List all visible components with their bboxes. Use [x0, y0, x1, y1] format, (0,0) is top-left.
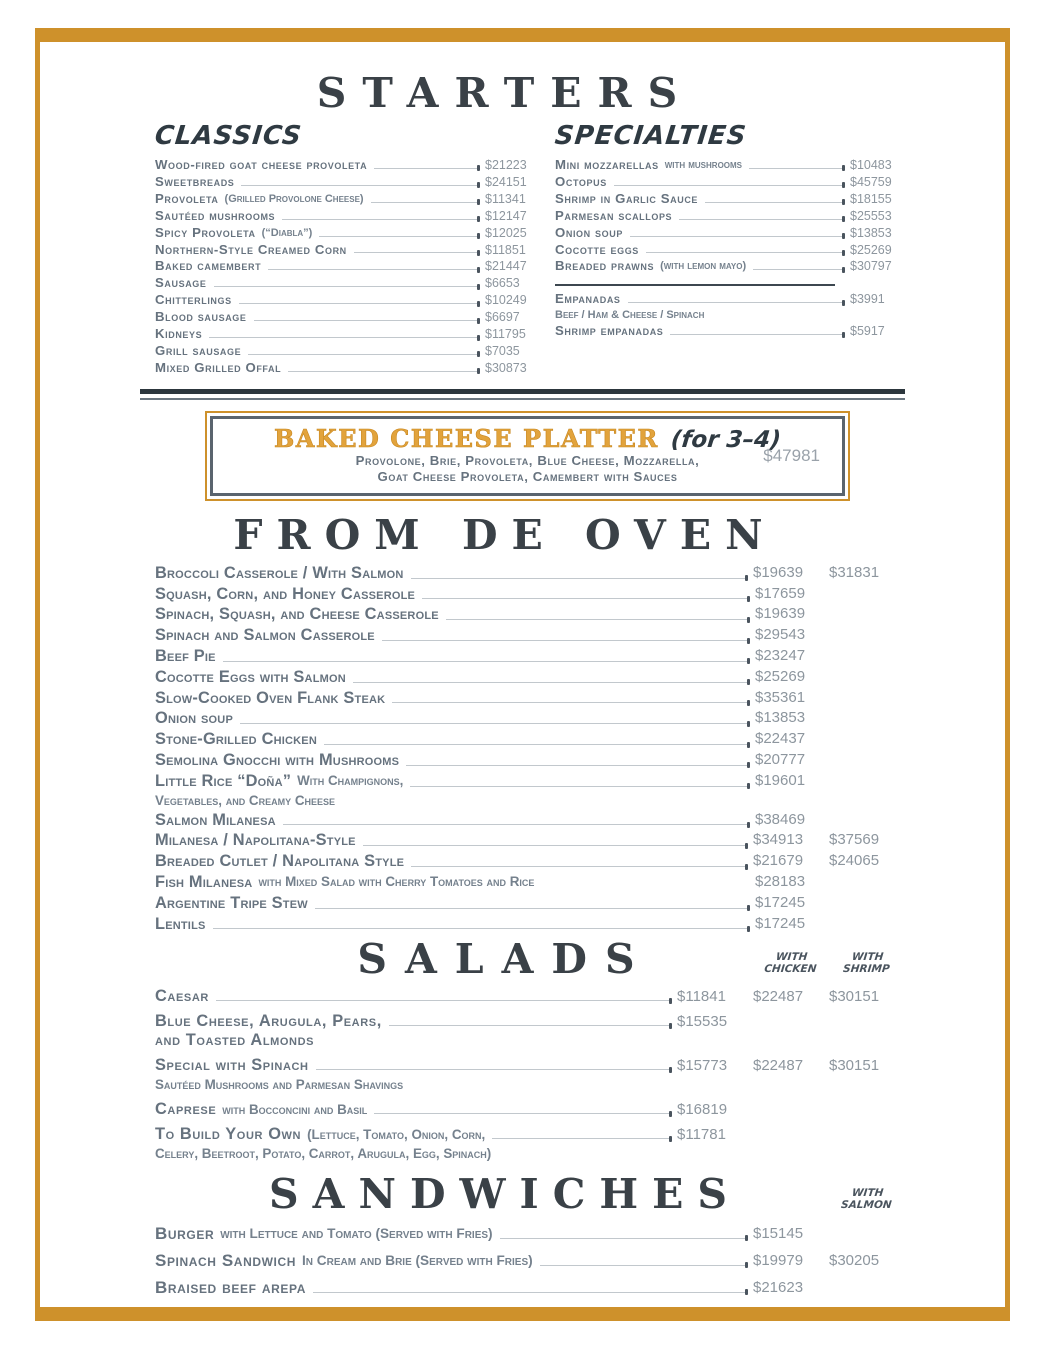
menu-item: [155, 771, 905, 792]
menu-item: [155, 326, 540, 343]
sandwiches-section: [155, 1170, 905, 1297]
leader-line: [239, 303, 478, 304]
item-name: Cocotte eggs: [555, 241, 639, 257]
price-group: [850, 208, 905, 225]
platter-box-inner: [210, 416, 845, 496]
classics-header: CLASSICS: [153, 121, 304, 152]
menu-content: [153, 69, 905, 1298]
menu-item: [155, 258, 540, 275]
item-name: Onion soup: [155, 709, 233, 728]
item-subtext: Beef / Ham & Cheese / Spinach: [555, 309, 705, 322]
platter-section: [155, 411, 905, 501]
item-name: Caprese: [155, 1100, 217, 1119]
item-name: Stone-Grilled Chicken: [155, 730, 317, 749]
leader-line: [679, 219, 843, 220]
item-name: Chitterlings: [155, 292, 232, 308]
item-name: Little Rice “Doña”: [155, 771, 292, 790]
specialties-header: SPECIALTIES: [553, 121, 749, 152]
menu-item: [555, 208, 905, 225]
item-name: Mini mozzarellas: [555, 157, 659, 173]
leader-line: [392, 702, 748, 703]
item-name: Kidneys: [155, 326, 203, 342]
menu-item: [155, 242, 540, 259]
item-price: $30205: [829, 1251, 880, 1269]
leader-line: [646, 252, 843, 253]
leader-line: [411, 866, 746, 867]
menu-item: [155, 309, 540, 326]
item-note: with Mixed Salad with Cherry Tomatoes and Rice: [258, 874, 535, 890]
item-name: Caesar: [155, 987, 209, 1006]
price-group: [755, 771, 905, 792]
item-price: $19979: [753, 1251, 804, 1269]
platter-description-line1: Provolone, Brie, Provoleta, Blue Cheese, Mozzarella,: [355, 452, 700, 468]
price-group: [677, 987, 905, 1006]
item-price: $16819: [677, 1101, 728, 1119]
price-group: [755, 893, 905, 914]
menu-item: [155, 914, 905, 935]
leader-line: [406, 765, 748, 766]
menu-item: [155, 1056, 905, 1075]
item-name: Northern-Style Creamed Corn: [155, 241, 347, 257]
item-name: Spinach and Salmon Casserole: [155, 626, 375, 645]
menu-item: [555, 291, 905, 308]
menu-item: [555, 258, 905, 275]
price-group: [677, 1125, 905, 1144]
oven-section: [155, 510, 905, 935]
leader-line: [541, 887, 748, 888]
item-price: $35361: [755, 688, 806, 706]
leader-line: [374, 168, 478, 169]
salads-list: [155, 987, 905, 1163]
item-price: $11841: [677, 988, 726, 1006]
item-name: Breaded Cutlet / Napolitana Style: [155, 852, 405, 871]
item-price: $22487: [753, 988, 804, 1006]
item-price: $10249: [485, 293, 527, 308]
frame-right-bar: [1005, 28, 1010, 1321]
price-group: [755, 604, 905, 625]
menu-item: [155, 1251, 905, 1271]
item-name: Sweetbreads: [155, 173, 235, 189]
menu-item: [155, 275, 540, 292]
menu-item: [155, 343, 540, 360]
menu-item: [555, 157, 905, 174]
item-name: Sausage: [155, 275, 207, 291]
item-price: $25553: [850, 208, 892, 223]
price-group: [755, 584, 905, 605]
item-price: $13853: [850, 225, 892, 240]
item-name: Spinach, Squash, and Cheese Casserole: [155, 605, 439, 624]
leader-line: [411, 578, 746, 579]
price-group: [755, 708, 905, 729]
price-group: [850, 242, 905, 259]
item-price: $11851: [485, 242, 526, 257]
item-price: $21447: [485, 259, 527, 274]
price-group: [485, 157, 540, 174]
frame-bottom-bar: [35, 1307, 1010, 1321]
item-name: Onion soup: [555, 224, 623, 240]
item-name: Semolina Gnocchi with Mushrooms: [155, 751, 400, 770]
item-name: Sautéed mushrooms: [155, 207, 276, 223]
leader-line: [319, 236, 478, 237]
price-group: [485, 225, 540, 242]
item-name: Salmon Milanesa: [155, 810, 276, 829]
menu-item: [155, 667, 905, 688]
price-group: [485, 292, 540, 309]
item-price: $20777: [755, 751, 806, 769]
item-name: Parmesan scallops: [555, 207, 673, 223]
leader-line: [353, 682, 748, 683]
leader-line: [422, 598, 748, 599]
leader-line: [628, 302, 843, 303]
leader-line: [216, 1000, 670, 1001]
menu-item: [155, 851, 905, 872]
price-group: [755, 914, 905, 935]
item-subtext: Celery, Beetroot, Potato, Carrot, Arugula, Egg, Spinach): [155, 1146, 492, 1162]
leader-line: [670, 334, 843, 335]
price-group: [753, 1251, 905, 1271]
item-name: Braised beef arepa: [155, 1277, 306, 1297]
item-price: $11341: [485, 191, 526, 206]
menu-item: [155, 750, 905, 771]
leader-line: [213, 928, 748, 929]
item-price: $19639: [755, 605, 806, 623]
menu-item: [155, 987, 905, 1006]
leader-line: [282, 219, 478, 220]
price-group: [677, 1012, 905, 1031]
menu-item: [555, 191, 905, 208]
item-name: Breaded prawns: [555, 258, 655, 274]
leader-line: [248, 354, 478, 355]
frame-top-bar: [35, 28, 1010, 42]
item-name: Baked camembert: [155, 258, 262, 274]
leader-line: [324, 744, 748, 745]
price-group: [485, 326, 540, 343]
price-group: [485, 242, 540, 259]
menu-item: [155, 1224, 905, 1244]
item-name: Mixed Grilled Offal: [155, 359, 282, 375]
menu-item: [155, 292, 540, 309]
platter-title: BAKED CHEESE PLATTER: [273, 423, 659, 453]
price-group: [755, 625, 905, 646]
salads-price-column-headers: [753, 951, 905, 975]
with-chicken-header: WITH CHICKEN: [763, 951, 818, 976]
leader-line: [214, 286, 478, 287]
item-name: Lentils: [155, 914, 206, 933]
price-group: [485, 309, 540, 326]
item-price: $22437: [755, 730, 806, 748]
menu-item: [155, 208, 540, 225]
leader-line: [354, 252, 478, 253]
menu-item: [555, 242, 905, 259]
leader-line: [241, 185, 478, 186]
oven-title: FROM DE OVEN: [233, 510, 777, 559]
leader-line: [540, 1265, 746, 1266]
menu-item: [555, 323, 905, 340]
leader-line: [316, 1069, 670, 1070]
price-group: [753, 830, 905, 851]
platter-serves: (for 3–4): [669, 426, 783, 453]
item-price: $29543: [755, 626, 806, 644]
menu-item: [155, 563, 905, 584]
menu-item: [155, 830, 905, 851]
item-price: $25269: [755, 667, 806, 685]
classics-column: [155, 121, 540, 377]
menu-item: [155, 191, 540, 208]
item-name: Cocotte Eggs with Salmon: [155, 667, 346, 686]
item-price: $18155: [850, 191, 892, 206]
menu-item: [155, 157, 540, 174]
item-price: $22487: [753, 1057, 804, 1075]
item-price: $31831: [829, 563, 880, 581]
price-group: [755, 667, 905, 688]
price-group: [850, 258, 905, 275]
menu-item: [155, 625, 905, 646]
leader-line: [614, 185, 843, 186]
menu-item: [155, 729, 905, 750]
menu-item: [155, 225, 540, 242]
item-price: $15535: [677, 1013, 728, 1031]
leader-line: [268, 269, 478, 270]
starters-section: [153, 69, 905, 400]
price-group: [753, 1224, 905, 1244]
leader-line: [288, 371, 478, 372]
item-price: $5917: [850, 324, 885, 339]
menu-item: [155, 893, 905, 914]
leader-line: [630, 236, 843, 237]
item-price: $24151: [485, 174, 527, 189]
item-price: $6697: [485, 310, 520, 325]
item-price: $15773: [677, 1057, 728, 1075]
item-price: $30151: [829, 1057, 880, 1075]
price-group: [485, 208, 540, 225]
item-price: $21223: [485, 158, 527, 173]
item-name: Provoleta: [155, 190, 219, 206]
item-price: $13853: [755, 709, 806, 727]
item-price: $12025: [485, 225, 527, 240]
item-note: (Grilled Provolone Cheese): [224, 192, 364, 205]
leader-line: [410, 786, 748, 787]
sandwiches-title: SANDWICHES: [269, 1170, 741, 1219]
item-price: $11781: [677, 1126, 726, 1144]
menu-item: [155, 1278, 905, 1298]
item-price: $45759: [850, 174, 892, 189]
price-group: [485, 275, 540, 292]
item-price: $30151: [829, 988, 880, 1006]
menu-item: [155, 584, 905, 605]
price-group: [485, 191, 540, 208]
leader-line: [240, 723, 748, 724]
item-name: Burger: [155, 1223, 215, 1243]
item-price: $15145: [753, 1224, 804, 1242]
menu-item: [155, 872, 905, 893]
salads-title: SALADS: [357, 935, 653, 984]
oven-list: [155, 563, 905, 935]
item-price: $30797: [850, 259, 892, 274]
sandwiches-price-column-headers: [829, 1187, 905, 1211]
price-group: [753, 851, 905, 872]
leader-line: [382, 640, 748, 641]
item-name: Octopus: [555, 173, 607, 189]
menu-item: [155, 604, 905, 625]
item-subtext: Sautéed Mushrooms and Parmesan Shavings: [155, 1077, 404, 1093]
item-price: $34913: [753, 831, 804, 849]
salads-section: [155, 935, 905, 1163]
item-note: (with lemon mayo): [660, 260, 747, 273]
item-price: $28183: [755, 873, 806, 891]
item-name: Wood-fired goat cheese provoleta: [155, 157, 368, 173]
with-shrimp-header: WITH SHRIMP: [842, 951, 891, 976]
item-note: In Cream and Brie (Served with Fries): [302, 1252, 533, 1268]
item-price: $11795: [485, 327, 526, 342]
leader-line: [363, 845, 746, 846]
leader-line: [315, 908, 748, 909]
item-name: To Build Your Own: [155, 1125, 302, 1144]
price-group: [485, 174, 540, 191]
item-price: $21679: [753, 852, 804, 870]
menu-item: [155, 1012, 905, 1031]
item-price: $17245: [755, 914, 806, 932]
item-note: with Bocconcini and Basil: [222, 1102, 368, 1118]
item-subtext: Vegetables, and Creamy Cheese: [155, 792, 336, 808]
platter-price: $47981: [763, 445, 820, 465]
item-name: Blue Cheese, Arugula, Pears,: [155, 1012, 382, 1031]
price-group: [485, 360, 540, 377]
item-price: $17245: [755, 893, 806, 911]
leader-line: [446, 619, 748, 620]
leader-line: [371, 202, 478, 203]
item-price: $38469: [755, 810, 806, 828]
leader-line: [283, 824, 748, 825]
leader-line: [374, 1113, 670, 1114]
price-group: [755, 810, 905, 831]
menu-item: [155, 646, 905, 667]
item-name: Broccoli Casserole / With Salmon: [155, 563, 404, 582]
item-name: Spinach Sandwich: [155, 1250, 296, 1270]
item-name: Fish Milanesa: [155, 873, 253, 892]
item-name: Argentine Tripe Stew: [155, 893, 308, 912]
price-group: [677, 1100, 905, 1119]
platter-box: [205, 411, 850, 501]
item-price: $3991: [850, 292, 885, 307]
item-name: Slow-Cooked Oven Flank Steak: [155, 688, 386, 707]
menu-item: [155, 174, 540, 191]
leader-line: [749, 168, 843, 169]
leader-line: [254, 320, 479, 321]
specialties-column: [555, 121, 905, 377]
leader-line: [705, 202, 843, 203]
leader-line: [313, 1292, 746, 1293]
frame-left-bar: [35, 28, 40, 1321]
price-group: [753, 1278, 905, 1298]
menu-item: [155, 1125, 905, 1144]
menu-item: [155, 688, 905, 709]
leader-line: [492, 1138, 670, 1139]
item-price: $19639: [753, 563, 804, 581]
price-group: [677, 1056, 905, 1075]
price-group: [850, 291, 905, 308]
item-name: Blood sausage: [155, 309, 247, 325]
item-name: Shrimp in Garlic Sauce: [555, 190, 699, 206]
item-price: $21623: [753, 1278, 804, 1296]
leader-line: [753, 269, 843, 270]
leader-line: [389, 1025, 670, 1026]
price-group: [753, 563, 905, 584]
item-name: Empanadas: [555, 291, 621, 307]
item-price: $19601: [755, 771, 806, 789]
item-name: Milanesa / Napolitana-Style: [155, 831, 356, 850]
menu-item: [155, 810, 905, 831]
price-group: [755, 688, 905, 709]
item-price: $25269: [850, 242, 892, 257]
price-group: [755, 872, 905, 893]
price-group: [485, 343, 540, 360]
menu-item: [555, 225, 905, 242]
price-group: [850, 157, 905, 174]
item-subtext: and Toasted Almonds: [155, 1031, 315, 1050]
item-price: $37569: [829, 831, 880, 849]
starters-title: STARTERS: [316, 69, 694, 117]
item-price: $30873: [485, 360, 527, 375]
menu-item: [155, 360, 540, 377]
price-group: [850, 225, 905, 242]
item-price: $6653: [485, 276, 520, 291]
price-group: [755, 646, 905, 667]
item-price: $17659: [755, 584, 806, 602]
platter-description-line2: Goat Cheese Provoleta, Camembert with Sauces: [377, 469, 678, 485]
specialties-list: [555, 157, 905, 275]
item-price: $23247: [755, 647, 806, 665]
item-price: $24065: [829, 852, 880, 870]
menu-item: [155, 1100, 905, 1119]
item-note: With Champignons,: [297, 772, 404, 788]
item-name: Shrimp empanadas: [555, 323, 664, 339]
price-group: [850, 191, 905, 208]
with-salmon-header: WITH SALMON: [840, 1186, 893, 1211]
item-price: $7035: [485, 344, 520, 359]
item-name: Grill sausage: [155, 343, 242, 359]
item-note: with Lettuce and Tomato (Served with Fries): [220, 1225, 493, 1241]
leader-line: [500, 1238, 746, 1239]
menu-item: [155, 708, 905, 729]
item-price: $12147: [485, 208, 527, 223]
price-group: [850, 323, 905, 340]
price-group: [755, 729, 905, 750]
specialties-divider: [555, 284, 835, 286]
sandwiches-list: [155, 1224, 905, 1298]
price-group: [850, 174, 905, 191]
item-note: with mushrooms: [664, 159, 743, 172]
section-divider: [140, 389, 905, 400]
item-name: Squash, Corn, and Honey Casserole: [155, 584, 416, 603]
leader-line: [223, 661, 748, 662]
item-price: $10483: [850, 158, 892, 173]
item-name: Beef Pie: [155, 647, 216, 666]
price-group: [485, 258, 540, 275]
leader-line: [209, 337, 478, 338]
empanadas-list: [555, 291, 905, 340]
classics-list: [155, 157, 540, 377]
menu-item: [555, 174, 905, 191]
item-name: Special with Spinach: [155, 1056, 309, 1075]
price-group: [755, 750, 905, 771]
item-note: (Lettuce, Tomato, Onion, Corn,: [307, 1127, 486, 1143]
item-name: Spicy Provoleta: [155, 224, 256, 240]
item-note: (“Diabla”): [261, 226, 313, 239]
